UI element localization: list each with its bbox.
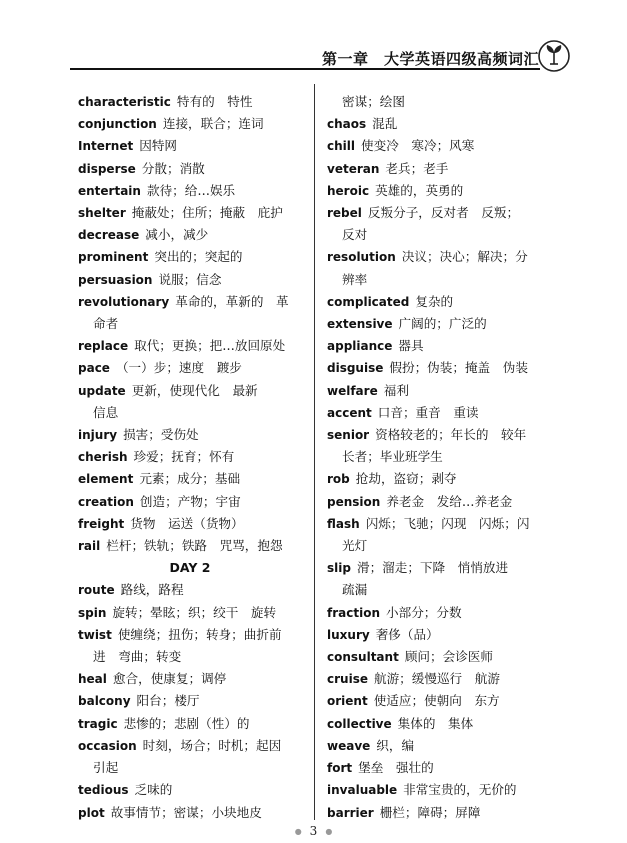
definition: 时刻，场合；时机；起因 — [142, 737, 282, 753]
definition: 货物 运送（货物） — [130, 515, 244, 531]
vocab-entry — [327, 357, 553, 379]
vocab-entry — [78, 624, 302, 646]
definition: 更新，使现代化 最新 — [131, 382, 258, 398]
definition: 器具 — [398, 338, 424, 354]
headword: fraction — [327, 605, 380, 620]
definition: 老兵；老手 — [385, 160, 449, 176]
headword: Internet — [78, 139, 134, 154]
headword: replace — [78, 339, 129, 354]
vocab-entry — [327, 424, 553, 446]
headword: invaluable — [327, 783, 398, 798]
definition-continuation: 信息 — [93, 404, 119, 420]
entry-continuation: 密谋；绘图 — [342, 94, 405, 109]
vocab-entry — [78, 113, 302, 135]
definition: 乏味的 — [134, 782, 173, 798]
vocab-entry — [78, 491, 302, 513]
footer-dot-left: ● — [294, 827, 302, 836]
headword: senior — [327, 428, 370, 443]
definition: 决议；决心；解决；分 — [401, 249, 528, 265]
headword: spin — [78, 605, 107, 620]
vocab-entry — [327, 802, 553, 824]
headword: twist — [78, 627, 112, 642]
definition: 连接，联合；连词 — [162, 116, 264, 132]
vocab-entry — [327, 757, 553, 779]
chapter-title: 第一章 大学英语四级高频词汇 — [321, 50, 539, 68]
definition: 栅栏；障碍；屏障 — [379, 804, 481, 820]
vocab-entry — [327, 602, 553, 624]
headword: conjunction — [78, 117, 157, 132]
definition: 阳台；楼厅 — [136, 693, 200, 709]
vocab-entry — [327, 202, 553, 224]
definition: 闪烁；飞驰；闪现 闪烁；闪 — [365, 515, 530, 531]
headword: veteran — [327, 161, 380, 176]
headword: resolution — [327, 250, 396, 265]
vocab-entry — [78, 602, 302, 624]
definition: 反叛分子，反对者 反叛； — [367, 205, 520, 221]
vocab-entry — [78, 158, 302, 180]
headword: complicated — [327, 294, 410, 309]
vocab-entry — [327, 668, 553, 690]
definition: 滑；溜走；下降 悄悄放进 — [356, 560, 509, 576]
definition: 旋转；晕眩；织；绞干 旋转 — [112, 604, 277, 620]
definition-continuation: 反对 — [342, 227, 368, 243]
headword: fort — [327, 761, 353, 776]
column-divider — [314, 84, 315, 820]
page-footer — [0, 824, 627, 838]
vocab-entry — [327, 735, 553, 757]
definition: 珍爱；抚育；怀有 — [133, 449, 235, 465]
headword: update — [78, 383, 126, 398]
headword: barrier — [327, 805, 374, 820]
headword: disperse — [78, 161, 136, 176]
headword: decrease — [78, 228, 140, 243]
vocab-entry — [327, 713, 553, 735]
definition-continuation: 长者；毕业班学生 — [342, 449, 443, 465]
headword: rob — [327, 472, 350, 487]
vocab-entry — [78, 180, 302, 202]
definition: 故事情节；密谋；小块地皮 — [110, 804, 262, 820]
definition: （一）步；速度 踱步 — [115, 360, 242, 376]
headword: balcony — [78, 694, 131, 709]
definition: 悲惨的；悲剧（性）的 — [123, 715, 250, 731]
headword: disguise — [327, 361, 384, 376]
vocabulary-column-left — [78, 91, 302, 824]
running-header — [0, 38, 627, 78]
definition: 路线，路程 — [120, 582, 184, 598]
vocab-entry — [78, 202, 302, 224]
definition: 使变冷 寒冷；风寒 — [361, 138, 475, 154]
vocab-entry — [327, 135, 553, 157]
definition: 顾问；会诊医师 — [404, 649, 493, 665]
definition: 因特网 — [139, 138, 177, 154]
vocab-entry — [327, 646, 553, 668]
vocab-entry — [327, 690, 553, 712]
definition-continuation: 疏漏 — [342, 582, 368, 598]
definition: 愈合，使康复；调停 — [112, 671, 227, 687]
definition: 损害；受伤处 — [123, 427, 199, 443]
headword: cherish — [78, 450, 128, 465]
headword: creation — [78, 494, 134, 509]
vocab-entry — [78, 668, 302, 690]
definition: 元素；成分；基础 — [139, 471, 241, 487]
vocab-entry — [327, 246, 553, 268]
vocab-entry — [327, 158, 553, 180]
definition: 航游；缓慢巡行 航游 — [373, 671, 500, 687]
headword: heal — [78, 672, 107, 687]
vocab-entry — [327, 557, 553, 579]
vocab-entry — [78, 91, 302, 113]
vocab-entry — [78, 335, 302, 357]
definition: 混乱 — [372, 116, 398, 132]
definition-continuation: 进 弯曲；转变 — [93, 649, 182, 665]
headword: chaos — [327, 117, 367, 132]
definition-continuation: 辨率 — [342, 271, 368, 287]
vocab-entry — [327, 624, 553, 646]
vocab-entry — [327, 180, 553, 202]
vocab-entry — [327, 380, 553, 402]
headword: characteristic — [78, 95, 171, 109]
definition: 织，编 — [376, 737, 415, 753]
definition-continuation: 光灯 — [342, 538, 368, 554]
definition-continuation: 命者 — [93, 316, 119, 332]
definition-continuation: 引起 — [93, 760, 119, 776]
vocab-entry — [78, 424, 302, 446]
definition: 使适应；使朝向 东方 — [373, 693, 500, 709]
headword: entertain — [78, 183, 141, 198]
vocab-entry — [78, 735, 302, 757]
headword: accent — [327, 405, 372, 420]
headword: pace — [78, 361, 110, 376]
definition: 突出的；突起的 — [154, 249, 243, 265]
headword: orient — [327, 694, 368, 709]
definition: 掩蔽处；住所；掩蔽 庇护 — [131, 205, 283, 221]
vocab-entry — [78, 135, 302, 157]
definition: 减小，减少 — [145, 227, 209, 243]
headword: element — [78, 472, 134, 487]
vocab-entry — [78, 446, 302, 468]
headword: cruise — [327, 672, 368, 687]
definition: 取代；更换；把…放回原处 — [134, 338, 286, 354]
vocab-entry — [78, 224, 302, 246]
headword: occasion — [78, 738, 137, 753]
vocab-entry — [327, 402, 553, 424]
vocab-entry — [327, 313, 553, 335]
headword: injury — [78, 428, 118, 443]
headword: rail — [78, 539, 101, 554]
definition: 福利 — [383, 382, 409, 398]
vocab-entry — [78, 246, 302, 268]
headword: pension — [327, 494, 381, 509]
definition: 特有的 特性 — [176, 94, 253, 109]
vocab-entry — [78, 269, 302, 291]
headword: tedious — [78, 783, 129, 798]
vocab-entry — [78, 357, 302, 379]
definition: 款待；给…娱乐 — [146, 182, 236, 198]
headword: luxury — [327, 627, 370, 642]
definition: 栏杆；铁轨；铁路 咒骂，抱怨 — [106, 538, 283, 554]
page-number: 3 — [309, 824, 318, 838]
headword: welfare — [327, 383, 378, 398]
headword: tragic — [78, 716, 118, 731]
vocab-entry — [327, 335, 553, 357]
definition: 抢劫，盗窃；剥夺 — [355, 471, 457, 487]
headword: flash — [327, 516, 360, 531]
vocab-entry — [78, 468, 302, 490]
vocab-entry — [78, 291, 302, 313]
definition: 广阔的；广泛的 — [398, 316, 487, 332]
vocab-entry — [78, 690, 302, 712]
definition: 创造；产物；宇宙 — [139, 493, 241, 509]
headword: revolutionary — [78, 294, 170, 309]
definition: 奢侈（品） — [375, 626, 439, 642]
headword: consultant — [327, 650, 399, 665]
headword: collective — [327, 716, 392, 731]
definition: 英雄的，英勇的 — [375, 182, 464, 198]
headword: slip — [327, 561, 351, 576]
vocabulary-column-right — [327, 91, 553, 824]
definition: 非常宝贵的，无价的 — [403, 782, 517, 798]
definition: 使缠绕；扭伤；转身；曲折前 — [117, 626, 282, 642]
headword: persuasion — [78, 272, 153, 287]
vocab-entry — [327, 291, 553, 313]
headword: extensive — [327, 317, 393, 332]
definition: 集体的 集体 — [397, 715, 474, 731]
definition: 假扮；伪装；掩盖 伪装 — [389, 360, 528, 376]
day-heading: DAY 2 — [169, 560, 211, 576]
vocab-entry — [78, 802, 302, 824]
vocab-entry — [327, 513, 553, 535]
definition: 分散；消散 — [141, 160, 205, 176]
definition: 复杂的 — [415, 293, 454, 309]
vocab-entry — [78, 713, 302, 735]
vocab-entry — [327, 779, 553, 801]
headword: rebel — [327, 206, 362, 221]
vocab-entry — [78, 380, 302, 402]
headword: freight — [78, 516, 125, 531]
vocab-entry — [327, 491, 553, 513]
headword: heroic — [327, 183, 370, 198]
headword: shelter — [78, 206, 126, 221]
vocab-entry — [78, 535, 302, 557]
headword: chill — [327, 139, 355, 154]
vocab-entry — [78, 579, 302, 601]
vocab-entry — [78, 513, 302, 535]
headword: route — [78, 583, 115, 598]
vocab-entry — [78, 779, 302, 801]
definition: 说服；信念 — [158, 271, 222, 287]
definition: 堡垒 强壮的 — [358, 760, 434, 776]
definition: 资格较老的；年长的 较年 — [375, 427, 527, 443]
definition: 小部分；分数 — [386, 604, 462, 620]
definition: 口音；重音 重读 — [377, 404, 479, 420]
definition: 养老金 发给…养老金 — [386, 493, 513, 509]
leaf-logo-icon — [536, 38, 572, 74]
headword: plot — [78, 805, 105, 820]
headword: appliance — [327, 339, 393, 354]
headword: prominent — [78, 250, 149, 265]
footer-dot-right: ● — [325, 827, 333, 836]
definition: 革命的，革新的 革 — [175, 293, 289, 309]
vocab-entry — [327, 468, 553, 490]
vocab-entry — [327, 113, 553, 135]
headword: weave — [327, 738, 371, 753]
